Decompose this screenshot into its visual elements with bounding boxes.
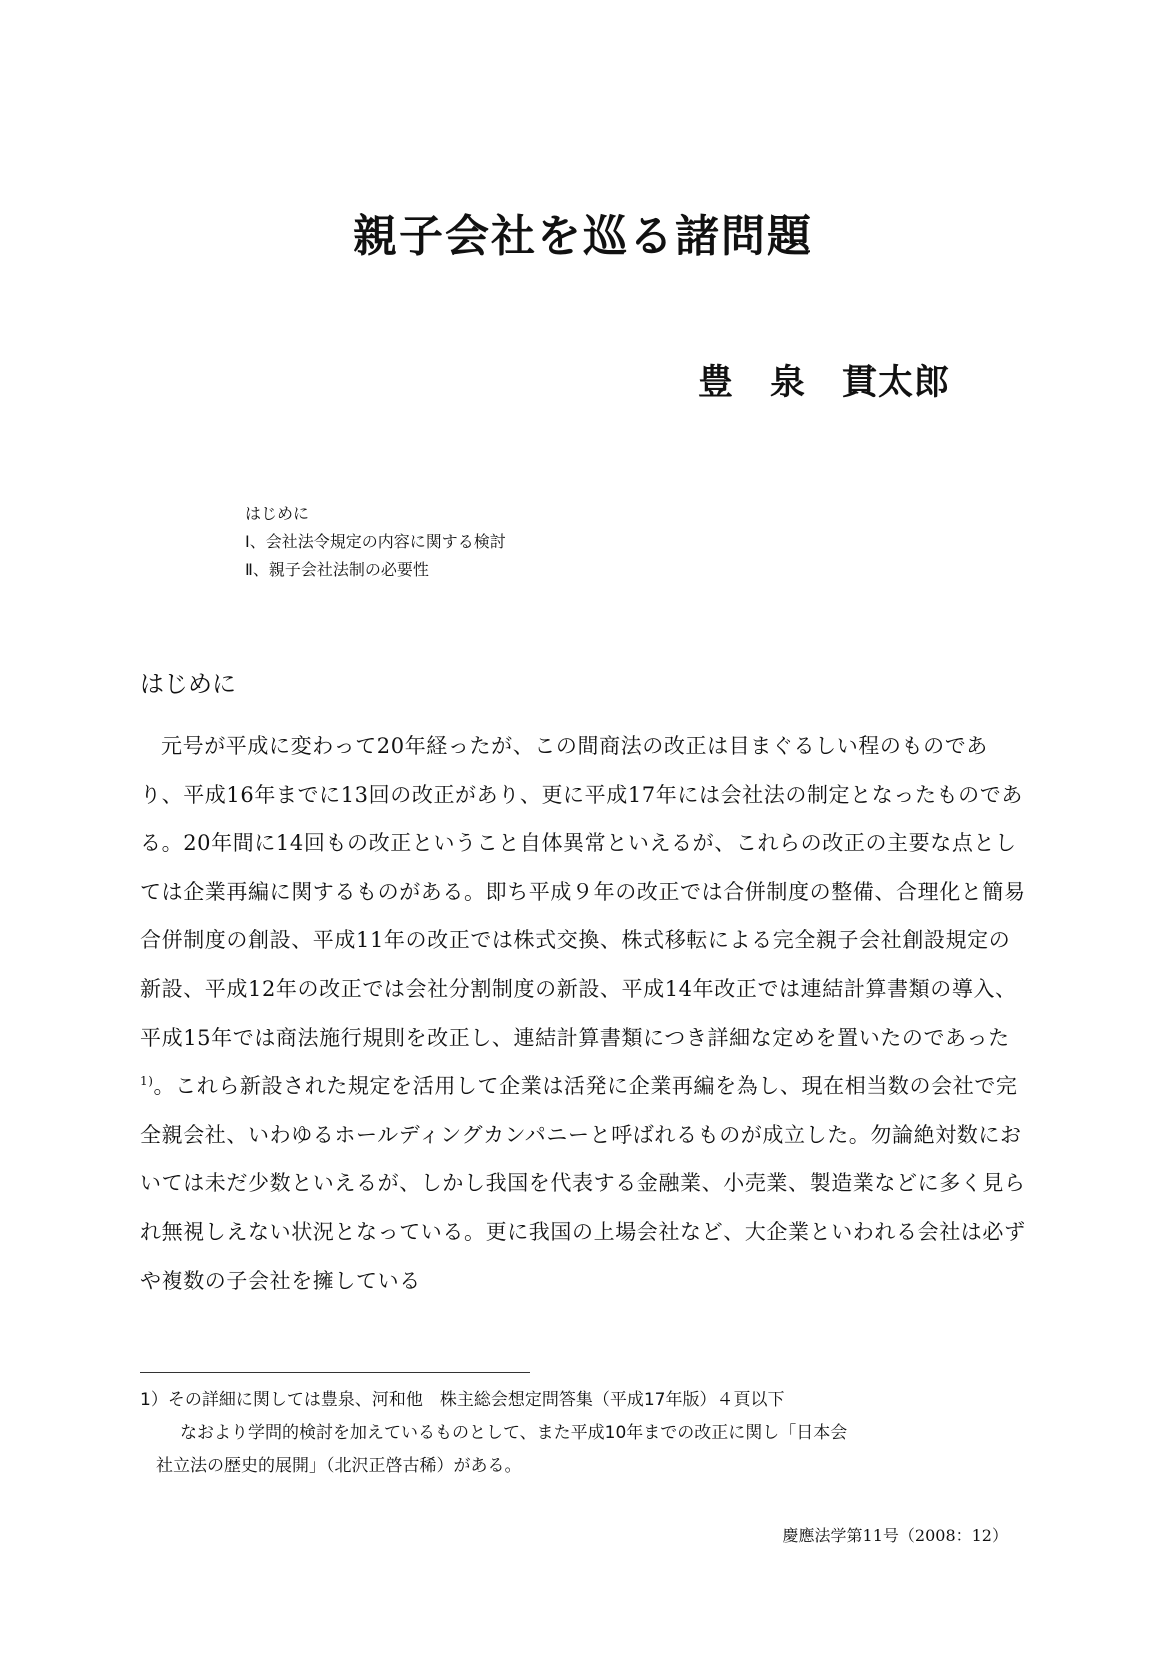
- author-name: 豊 泉 貫太郎: [697, 362, 950, 403]
- toc-item: Ⅰ、会社法令規定の内容に関する検討: [245, 532, 506, 551]
- body-text-part-2: 。これら新設された規定を活用して企業は活発に企業再編を為し、現在相当数の会社で完全親会社、いわゆるホールディングカンパニーと呼ばれるものが成立した。勿論絶対数においては未だ少数といえるが、しかし我国を代表する金融業、小売業、製造業などに多く見られ無視しえない状況となっている。更に我国の上場会社など、大企業といわれる会社は必ずや複数の子会社を擁している: [140, 1074, 1026, 1293]
- toc-item: Ⅱ、親子会社法制の必要性: [245, 560, 429, 579]
- toc-item: はじめに: [245, 504, 310, 523]
- section-heading: はじめに: [140, 670, 236, 698]
- table-of-contents: [245, 500, 506, 584]
- body-text-part-1: 元号が平成に変わって20年経ったが、この間商法の改正は目まぐるしい程のものであり、平成16年までに13回の改正があり、更に平成17年には会社法の制定となったものである。20年間に14回もの改正ということ自体異常といえるが、これらの改正の主要な点としては企業再編に関するものがある。即ち平成９年の改正では合併制度の整備、合理化と簡易合併制度の創設、平成11年の改正では株式交換、株式移転による完全親子会社創設規定の新設、平成12年の改正では会社分割制度の新設、平成14年改正では連結計算書類の導入、平成15年では商法施行規則を改正し、連結計算書類につき詳細な定めを置いたのであった: [140, 734, 1026, 1050]
- footnote-reference: 1): [140, 1074, 154, 1089]
- journal-footer: 慶應法学第11号（2008：12）: [782, 1526, 1008, 1545]
- footnote-line-1: 1）その詳細に関しては豊泉、河和他 株主総会想定問答集（平成17年版）４頁以下: [140, 1390, 785, 1410]
- footnote: [140, 1384, 1030, 1483]
- footnote-divider: [140, 1372, 530, 1373]
- body-paragraph: [140, 722, 1030, 1305]
- footnote-line-2: なおより学問的検討を加えているものとして、また平成10年までの改正に関し「日本会: [180, 1423, 848, 1443]
- article-title: 親子会社を巡る諸問題: [353, 211, 813, 262]
- footnote-line-3: 社立法の歴史的展開」（北沢正啓古稀）がある。: [156, 1456, 522, 1476]
